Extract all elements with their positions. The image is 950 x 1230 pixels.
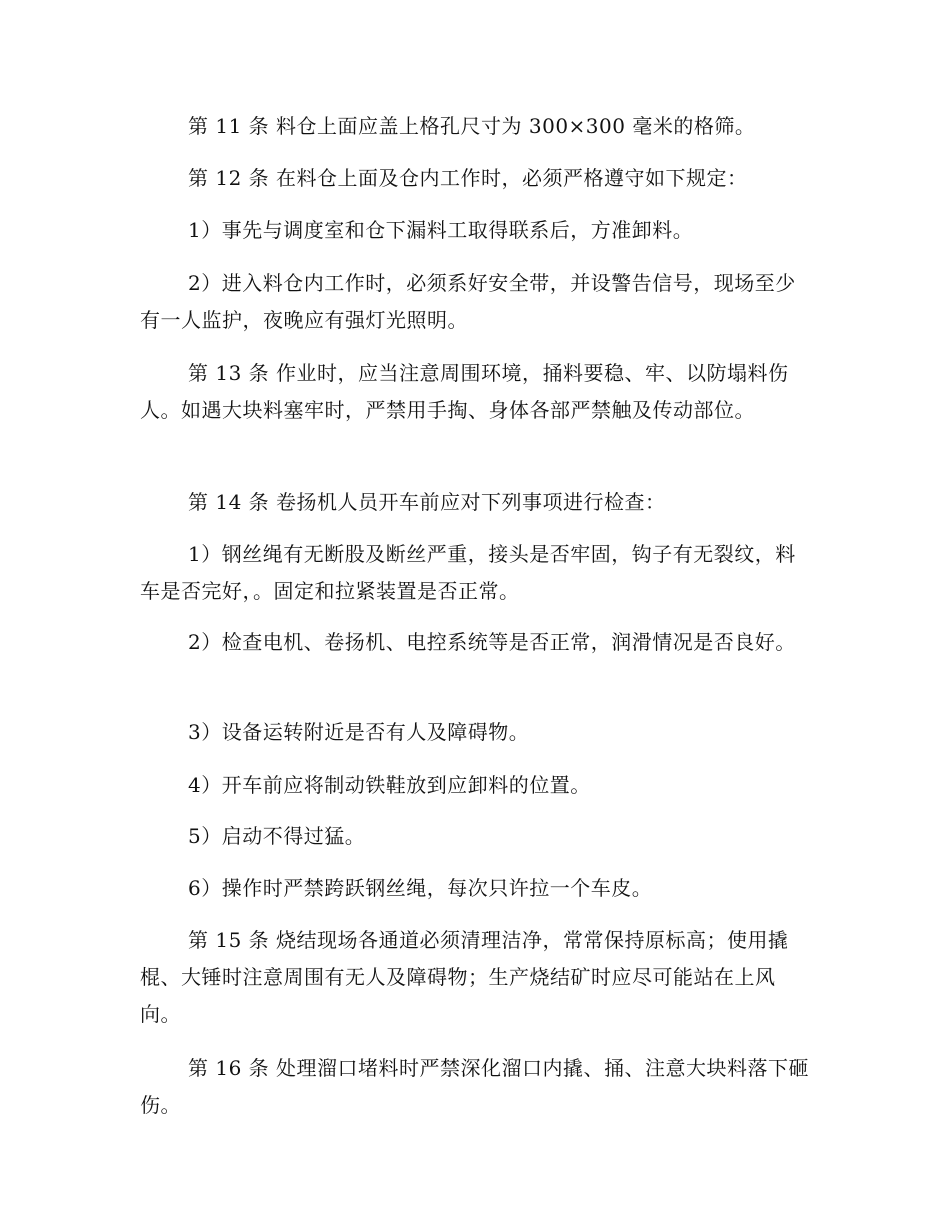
article-16: 第 16 条 处理溜口堵料时严禁深化溜口内撬、捅、注意大块料落下砸伤。: [140, 1056, 810, 1117]
article-14-item-3: 3）设备运转附近是否有人及障碍物。: [188, 720, 530, 744]
article-12-item-2: 2）进入料仓内工作时，必须系好安全带，并设警告信号，现场至少有一人监护，夜晚应有强灯光照明。: [140, 271, 796, 332]
article-14-item-6: 6）操作时严禁跨跃钢丝绳，每次只许拉一个车皮。: [188, 876, 653, 900]
article-14-item-2: 2）检查电机、卷扬机、电控系统等是否正常，润滑情况是否良好。: [188, 630, 796, 654]
article-12-item-1: 1）事先与调度室和仓下漏料工取得联系后，方准卸料。: [188, 218, 694, 242]
article-14-item-1: 1）钢丝绳有无断股及断丝严重，接头是否牢固，钩子有无裂纹，料车是否完好，。固定和拉紧装置是否正常。: [140, 542, 796, 603]
article-14-item-5: 5）启动不得过猛。: [188, 824, 366, 848]
article-12: 第 12 条 在料仓上面及仓内工作时，必须严格遵守如下规定：: [188, 166, 748, 190]
article-14-item-4: 4）开车前应将制动铁鞋放到应卸料的位置。: [188, 773, 591, 797]
document-page: [140, 0, 810, 1230]
article-11: 第 11 条 料仓上面应盖上格孔尺寸为 300×300 毫米的格筛。: [188, 114, 756, 138]
article-15: 第 15 条 烧结现场各通道必须清理洁净，常常保持原标高；使用撬棍、大锤时注意周围有无人及障碍物；生产烧结矿时应尽可能站在上风向。: [140, 928, 789, 1026]
article-14: 第 14 条 卷扬机人员开车前应对下列事项进行检查：: [188, 490, 666, 514]
article-13: 第 13 条 作业时，应当注意周围环境，捅料要稳、牢、以防塌料伤人。如遇大块料塞牢时，严禁用手掏、身体各部严禁触及传动部位。: [140, 361, 789, 422]
